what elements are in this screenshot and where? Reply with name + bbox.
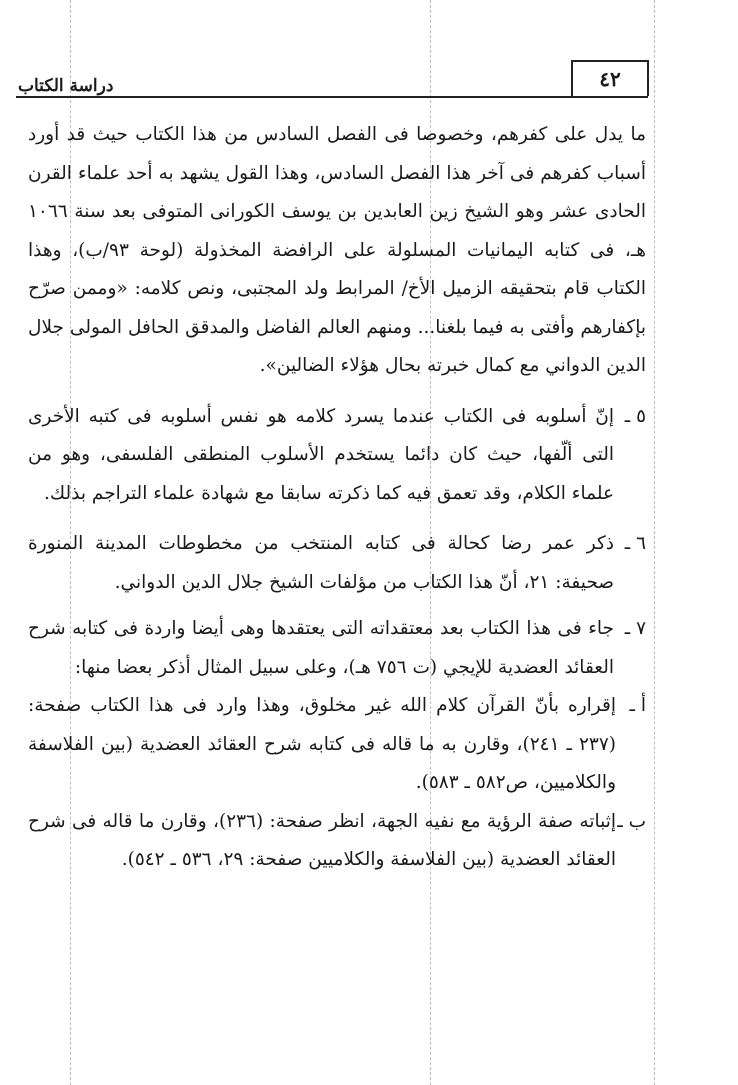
sub-item-b [28,803,646,880]
sub-item-text: إقراره بأنّ القرآن كلام الله غير مخلوق، وهذا وارد فى هذا الكتاب صفحة: (٢٣٧ ـ ٢٤١)، وقارن به ما قاله فى كتابه شرح العقائد العضدية (بين الفلاسفة والكلاميين، ص٥٨٢ ـ ٥٨٣). [28,695,616,793]
sub-item-letter: أ ـ [629,695,646,716]
item-number: ٥ ـ [624,405,646,427]
sub-item-text: إثباته صفة الرؤية مع نفيه الجهة، انظر صفحة: (٢٣٦)، وقارن ما قاله فى شرح العقائد العضدية (بين الفلاسفة والكلاميين صفحة: ٢٩، ٥٣٦ ـ ٥٤٢). [28,810,616,870]
item-number: ٧ ـ [624,618,646,639]
intro-paragraph: ما يدل على كفرهم، وخصوصا فى الفصل السادس من هذا الكتاب حيث قد أورد أسباب كفرهم فى آخر هذا الفصل السادس، وهذا القول يشهد به أحد علماء القرن الحادى عشر وهو الشيخ زين العابدين بن يوسف الكورانى المتوفى بعد سنة ١٠٦٦ هـ، فى كتابه اليمانيات المسلولة على الرافضة المخذولة (لوحة ٩٣/ب)، وهذا الكتاب قام بتحقيقه الزميل الأخ/ المرابط ولد المجتبى، ونص كلامه: «وممن صرّح بإكفارهم وأفتى به فيما بلغنا... ومنهم العالم الفاضل والمدقق الحافل المولى جلال الدين الدواني مع كمال خبرته بحال هؤلاء الضالين». [28,124,646,376]
item-text: جاء فى هذا الكتاب بعد معتقداته التى يعتقدها وهى أيضا واردة فى كتابه شرح العقائد العضدية للإيجي (ت ٧٥٦ هـ)، وعلى سبيل المثال أذكر بعضا منها: [28,618,614,678]
list-item-6 [28,525,646,602]
page-body [28,116,646,880]
list-item-7 [28,610,646,687]
item-text: إنّ أسلوبه فى الكتاب عندما يسرد كلامه هو نفس أسلوبه فى كتبه الأخرى التى ألّفها، حيث كان دائما يستخدم الأسلوب المنطقى الفلسفى، وهو من علماء الكلام، وقد تعمق فيه كما ذكرته سابقا مع شهادة علماء التراجم بذلك. [28,405,614,504]
sub-item-a [28,687,646,803]
running-title: دراسة الكتاب [18,76,114,96]
header-rule [16,96,648,98]
item-number: ٦ ـ [624,533,646,554]
item-text: ذكر عمر رضا كحالة فى كتابه المنتخب من مخطوطات المدينة المنورة صحيفة: ٢١، أنّ هذا الكتاب من مؤلفات الشيخ جلال الدين الدواني. [28,533,614,593]
scan-artifact-line [654,0,655,1085]
page-number: ٤٢ [571,60,649,96]
sub-item-letter: ب ـ [617,810,646,832]
list-item-5 [28,398,646,514]
